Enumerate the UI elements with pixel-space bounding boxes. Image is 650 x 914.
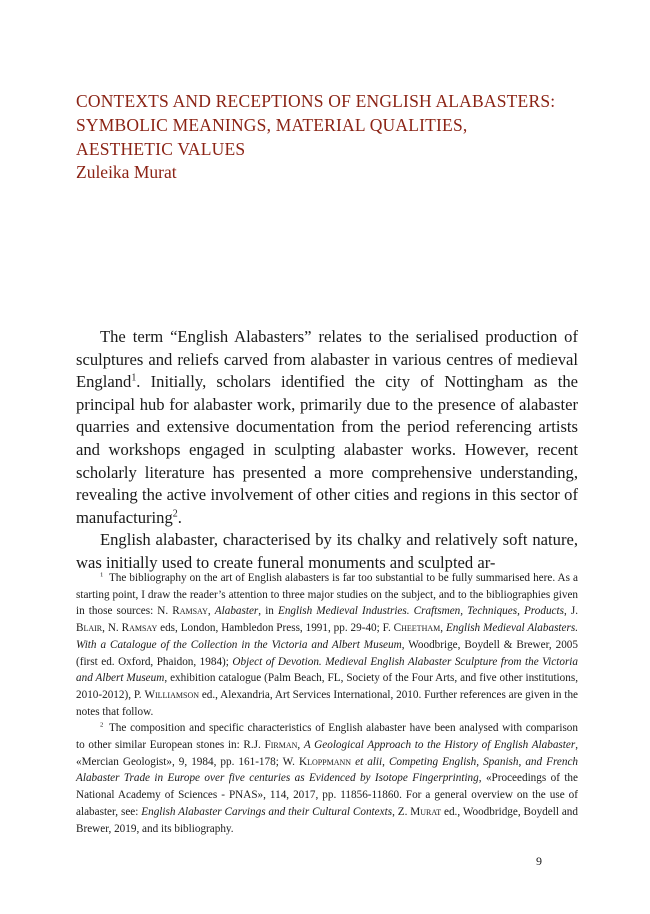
footnotes <box>76 570 578 837</box>
article-title <box>76 89 576 161</box>
page-number: 9 <box>536 854 542 868</box>
footnote-number: 2 <box>100 721 104 729</box>
footnote-ref[interactable]: 2 <box>172 508 178 520</box>
footnote-number: 1 <box>100 571 104 579</box>
footnote: $^2$ The composition and specific characteristics of English alabaster have been analysed with comparison to other similar European stones in: R.J. Firman, A Geological Approach to the History of English Alabaster, «Mercian Geologist», 9, 1984, pp. 161-178; W. Kloppmann et alii, Competing English, Spanish, and French Alabaster Trade in Europe over five centuries as Evidenced by Isotope Fingerprinting, «Proceedings of the National Academy of Sciences - PNAS», 114, 2017, pp. 11856-11860. For a general overview on the use of alabaster, see: English Alabaster Carvings and their Cultural Contexts, Z. Murat ed., Woodbridge, Boydell and Brewer, 2019, and its bibliography. <box>76 721 579 835</box>
footnote-ref[interactable]: 1 <box>131 372 137 384</box>
author-name: Zuleika Murat <box>76 162 177 182</box>
paragraph: English alabaster, characterised by its chalky and relatively soft nature, was initially used to create funeral monuments and sculpted ar- <box>76 530 578 572</box>
title-line: CONTEXTS AND RECEPTIONS OF ENGLISH ALABASTERS: <box>76 91 556 111</box>
footnote: $^1$ The bibliography on the art of English alabasters is far too substantial to be fully summarised here. As a starting point, I draw the reader’s attention to three major studies on the subject, and to the bibliographies given in those sources: N. Ramsay, Alabaster, in English Medieval Industries. Craftsmen, Techniques, Products, J. Blair, N. Ramsay eds, London, Hambledon Press, 1991, pp. 29-40; F. Cheetham, English Medieval Alabasters. With a Catalogue of the Collection in the Victoria and Albert Museum, Woodbrige, Boydell & Brewer, 2005 (first ed. Oxford, Phaidon, 1984); Object of Devotion. Medieval English Alabaster Sculpture from the Victoria and Albert Museum, exhibition catalogue (Palm Beach, FL, Society of the Four Arts, and five other institutions, 2010-2012), P. Williamson ed., Alexandria, Art Services International, 2010. Further references are given in the notes that follow. <box>76 571 579 718</box>
paragraph: The term “English Alabasters” relates to the serialised production of sculptures and reliefs carved from alabaster in various centres of medieval England$^1$. Initially, scholars identified the city of Nottingham as the principal hub for alabaster work, primarily due to the presence of alabaster quarries and extensive documentation from the period referencing artists and workshops engaged in sculpting alabaster works. However, recent scholarly literature has presented a more comprehensive understanding, revealing the active involvement of other cities and regions in this sector of manufacturing$^2$. <box>76 327 578 527</box>
body-text <box>76 326 578 575</box>
title-line: AESTHETIC VALUES <box>76 139 246 159</box>
title-line: SYMBOLIC MEANINGS, MATERIAL QUALITIES, <box>76 115 468 135</box>
